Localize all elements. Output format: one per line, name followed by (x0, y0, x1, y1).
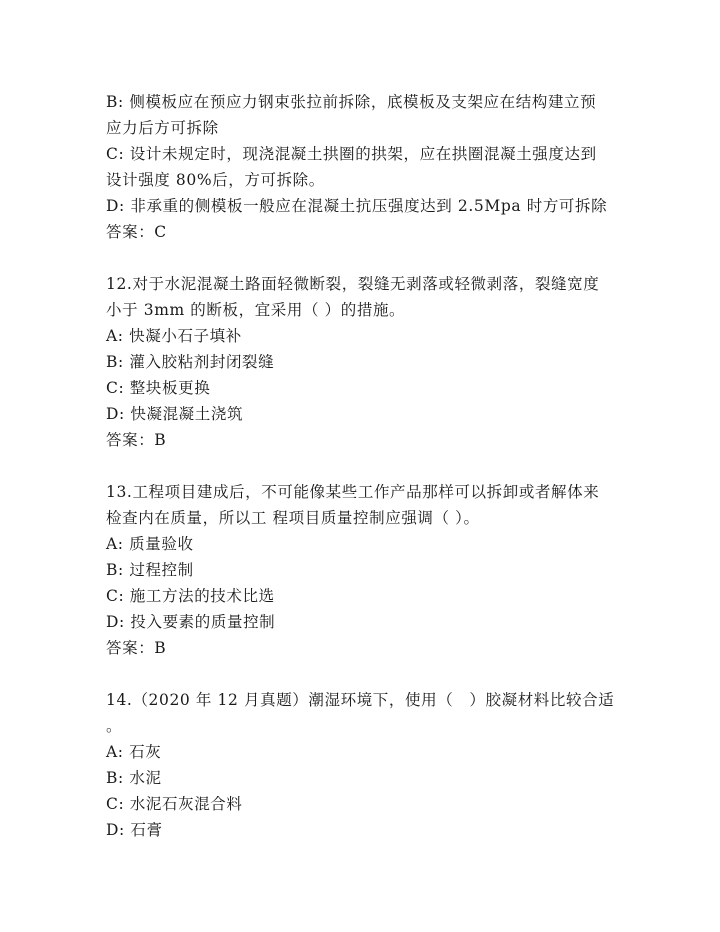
question-12 (106, 271, 626, 453)
question-stem-line-1: 13.工程项目建成后，不可能像某些工作产品那样可以拆卸或者解体来 (106, 483, 600, 501)
option-c: C: 整块板更换 (106, 379, 211, 397)
question-13 (106, 479, 626, 661)
option-c-line-2: 设计强度 80%后，方可拆除。 (106, 171, 325, 189)
question-stem-line-2: 小于 3mm 的断板，宜采用（ ）的措施。 (106, 301, 406, 319)
option-c: C: 水泥石灰混合料 (106, 795, 243, 813)
question-stem-line-1: 12.对于水泥混凝土路面轻微断裂，裂缝无剥落或轻微剥落，裂缝宽度 (106, 275, 600, 293)
option-b: B: 水泥 (106, 769, 162, 787)
question-11-continued (106, 89, 626, 245)
option-a: A: 石灰 (106, 743, 162, 761)
option-d: D: 快凝混凝土浇筑 (106, 405, 244, 423)
question-14 (106, 687, 626, 843)
answer: 答案：C (106, 223, 167, 241)
option-d: D: 非承重的侧模板一般应在混凝土抗压强度达到 2.5Mpa 时方可拆除 (106, 197, 608, 215)
spacer (106, 453, 626, 479)
question-stem-line-2: 检查内在质量，所以工 程项目质量控制应强调（ ）。 (106, 509, 480, 527)
question-stem-line-1: 14.（2020 年 12 月真题）潮湿环境下，使用（ ）胶凝材料比较合适 (106, 691, 615, 709)
option-c-line-1: C: 设计未规定时，现浇混凝土拱圈的拱架，应在拱圈混凝土强度达到 (106, 145, 597, 163)
option-b-line-1: B: 侧模板应在预应力钢束张拉前拆除，底模板及支架应在结构建立预 (106, 93, 597, 111)
question-stem-line-2: 。 (106, 717, 123, 735)
option-d: D: 石膏 (106, 821, 163, 839)
option-a: A: 质量验收 (106, 535, 194, 553)
option-b-line-2: 应力后方可拆除 (106, 119, 219, 137)
option-d: D: 投入要素的质量控制 (106, 613, 276, 631)
spacer (106, 245, 626, 271)
option-a: A: 快凝小石子填补 (106, 327, 242, 345)
option-b: B: 过程控制 (106, 561, 194, 579)
answer: 答案：B (106, 639, 167, 657)
answer: 答案：B (106, 431, 167, 449)
spacer (106, 661, 626, 687)
option-c: C: 施工方法的技术比选 (106, 587, 275, 605)
question-list (106, 89, 626, 843)
option-b: B: 灌入胶粘剂封闭裂缝 (106, 353, 275, 371)
